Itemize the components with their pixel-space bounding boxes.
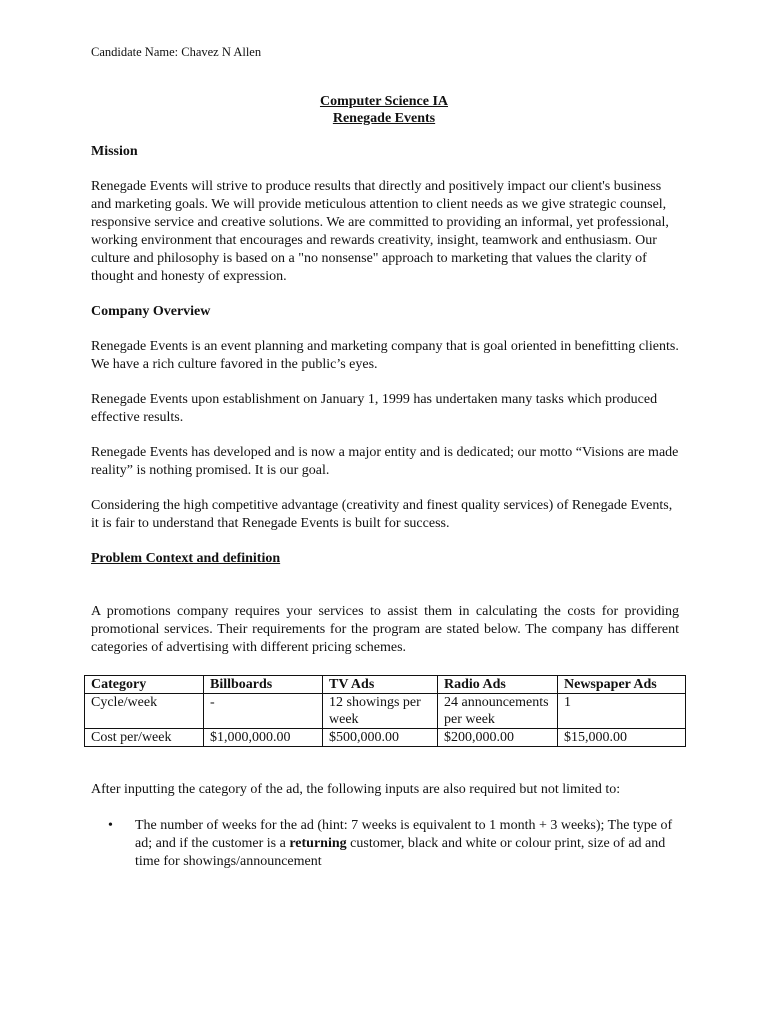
table-cell: - <box>204 694 323 729</box>
mission-text: Renegade Events will strive to produce results that directly and positively impact our client's business and marketing goals. We will provide meticulous attention to client needs as we give strategic counsel, responsive service and creative solutions. We are committed to providing an informal, yet professional, working environment that encourages and rewards creativity, insight, teamwork and enthusiasm. Our culture and philosophy is based on a "no nonsense" approach to marketing that values the clarity of thought and honesty of expression. <box>91 179 669 284</box>
header-category: Category <box>85 676 204 694</box>
overview-heading: Company Overview <box>91 304 211 319</box>
title-line-2: Renegade Events <box>332 111 436 126</box>
after-table-text: After inputting the category of the ad, the following inputs are also required but not limited to: <box>91 782 621 797</box>
overview-paragraph-2: Renegade Events upon establishment on January 1, 1999 has undertaken many tasks which produced effective results. <box>91 392 658 425</box>
table-cell: Cost per/week <box>85 729 204 747</box>
table-cell: $1,000,000.00 <box>204 729 323 747</box>
table-cell: $500,000.00 <box>323 729 438 747</box>
table-row <box>85 729 686 747</box>
overview-paragraph-4: Considering the high competitive advantage (creativity and finest quality services) of Renegade Events, it is fair to understand that Renegade Events is built for success. <box>91 498 673 531</box>
bullet-text-start: The number of weeks for the ad (hint: 7 weeks is equivalent to 1 month + 3 weeks); The type of ad; and if the customer is a <box>135 818 673 851</box>
pricing-table <box>84 675 686 747</box>
requirements-list <box>91 817 679 871</box>
problem-heading: Problem Context and definition <box>91 551 281 566</box>
table-cell: 1 <box>558 694 686 729</box>
table-cell: $200,000.00 <box>438 729 558 747</box>
header-billboards: Billboards <box>204 676 323 694</box>
mission-heading: Mission <box>91 144 138 159</box>
header-radio-ads: Radio Ads <box>438 676 558 694</box>
table-cell: 12 showings per week <box>323 694 438 729</box>
table-cell: Cycle/week <box>85 694 204 729</box>
table-cell: $15,000.00 <box>558 729 686 747</box>
overview-paragraph-3: Renegade Events has developed and is now a major entity and is dedicated; our motto “Visions are made reality” is nothing promised. It is our goal. <box>91 445 679 478</box>
document-body <box>91 143 679 871</box>
problem-text: A promotions company requires your services to assist them in calculating the costs for providing promotional services. Their requirements for the program are stated below. The company has different categories of advertising with different pricing schemes. <box>91 604 679 655</box>
table-row <box>85 694 686 729</box>
header-tv-ads: TV Ads <box>323 676 438 694</box>
header-newspaper-ads: Newspaper Ads <box>558 676 686 694</box>
document-title <box>0 93 768 127</box>
overview-paragraph-1: Renegade Events is an event planning and marketing company that is goal oriented in benefitting clients. We have a rich culture favored in the public’s eyes. <box>91 339 679 372</box>
candidate-name: Candidate Name: Chavez N Allen <box>91 45 262 59</box>
bullet-text-end: customer, black and white or colour print, size of ad and time for showings/announcement <box>135 836 666 869</box>
table-header-row <box>85 676 686 694</box>
table-cell: 24 announcements per week <box>438 694 558 729</box>
title-line-1: Computer Science IA <box>319 94 449 109</box>
list-item <box>135 817 679 871</box>
bullet-bold-word: returning <box>289 836 347 851</box>
